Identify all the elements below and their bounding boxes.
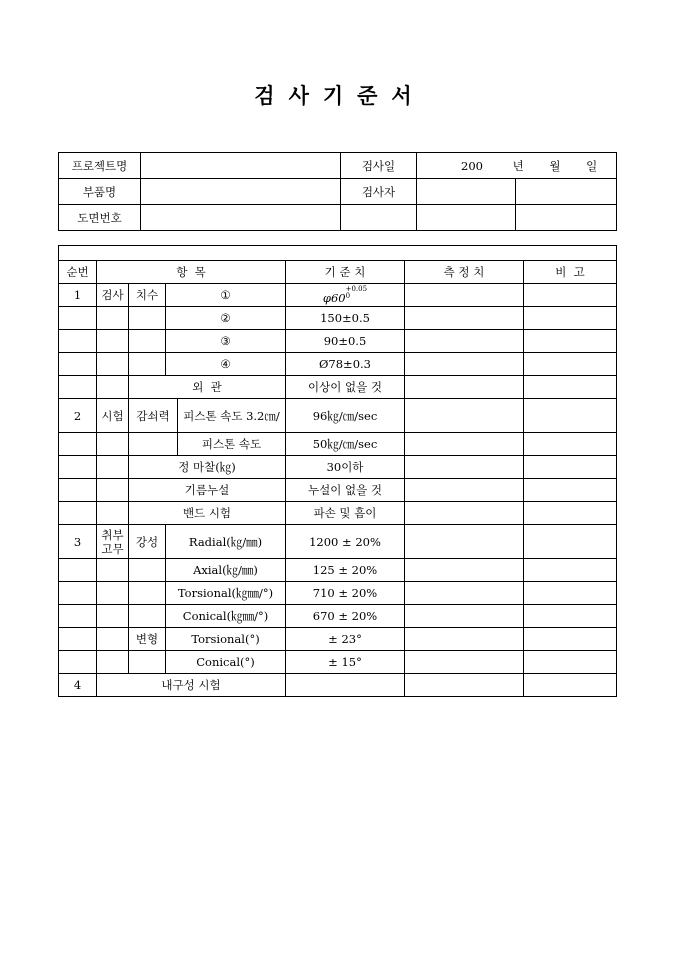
conical-deform-standard: ± 15°: [286, 651, 405, 674]
date-month-unit: 월: [549, 158, 561, 173]
remark-cell[interactable]: [524, 353, 617, 376]
inspection-spec-table: [58, 245, 617, 697]
friction-standard: 30이하: [286, 456, 405, 479]
drawing-extra-2[interactable]: [417, 205, 516, 231]
row-subcategory: 감쇠력: [129, 399, 178, 433]
durability-standard[interactable]: [286, 674, 405, 697]
table-row: [59, 376, 617, 399]
measured-cell[interactable]: [405, 399, 524, 433]
radial-standard: 1200 ± 20%: [286, 525, 405, 559]
measured-cell[interactable]: [405, 582, 524, 605]
date-year: 200: [461, 158, 483, 173]
measured-cell[interactable]: [405, 651, 524, 674]
torsional-deform-standard: ± 23°: [286, 628, 405, 651]
remark-cell[interactable]: [524, 284, 617, 307]
conical-standard: 670 ± 20%: [286, 605, 405, 628]
remark-cell[interactable]: [524, 582, 617, 605]
row-subcategory: 치수: [129, 284, 166, 307]
torsional-standard: 710 ± 20%: [286, 582, 405, 605]
remark-cell[interactable]: [524, 502, 617, 525]
part-label: 부품명: [59, 179, 141, 205]
row-no: 3: [59, 525, 97, 559]
table-row: [59, 284, 617, 307]
date-day-unit: 일: [586, 158, 598, 173]
torsional-label: Torsional(㎏㎜/°): [166, 582, 286, 605]
project-label: 프로젝트명: [59, 153, 141, 179]
table-row: [59, 628, 617, 651]
table-row: [59, 307, 617, 330]
measured-cell[interactable]: [405, 376, 524, 399]
col-measured: 측 정 치: [405, 261, 524, 284]
measured-cell[interactable]: [405, 605, 524, 628]
table-row: [59, 479, 617, 502]
row-category: 시험: [97, 399, 129, 433]
measured-cell[interactable]: [405, 433, 524, 456]
row-subcategory: 변형: [129, 628, 166, 651]
measured-cell[interactable]: [405, 307, 524, 330]
conical-deform-label: Conical(°): [166, 651, 286, 674]
remark-cell[interactable]: [524, 605, 617, 628]
measured-cell[interactable]: [405, 502, 524, 525]
measured-cell[interactable]: [405, 479, 524, 502]
oil-leak-label: 기름누설: [129, 479, 286, 502]
friction-label: 정 마찰(㎏): [129, 456, 286, 479]
table-row: [59, 525, 617, 559]
part-value[interactable]: [141, 179, 341, 205]
torsional-deform-label: Torsional(°): [166, 628, 286, 651]
row-category: 취부고무: [97, 525, 129, 559]
measured-cell[interactable]: [405, 353, 524, 376]
date-year-unit: 년: [512, 158, 524, 173]
bend-test-standard: 파손 및 흠이: [286, 502, 405, 525]
measured-cell[interactable]: [405, 456, 524, 479]
remark-cell[interactable]: [524, 479, 617, 502]
inspector-label: 검사자: [341, 179, 417, 205]
remark-cell[interactable]: [524, 525, 617, 559]
remark-cell[interactable]: [524, 307, 617, 330]
table-row: [59, 674, 617, 697]
dim1-tol-lower: 0: [345, 291, 351, 300]
document-title: 검사기준서: [254, 83, 426, 108]
table-row: [59, 353, 617, 376]
measured-cell[interactable]: [405, 559, 524, 582]
drawing-extra-3[interactable]: [516, 205, 617, 231]
table-row: [59, 605, 617, 628]
axial-standard: 125 ± 20%: [286, 559, 405, 582]
durability-label: 내구성 시험: [97, 674, 286, 697]
remark-cell[interactable]: [524, 376, 617, 399]
dim2-standard: 150±0.5: [286, 307, 405, 330]
inspector-value-1[interactable]: [417, 179, 516, 205]
dim1-tol-upper: +0.05: [345, 284, 368, 293]
appearance-standard: 이상이 없을 것: [286, 376, 405, 399]
dim-mark: ①: [166, 284, 286, 307]
inspector-value-2[interactable]: [516, 179, 617, 205]
measured-cell[interactable]: [405, 628, 524, 651]
row-no: 4: [59, 674, 97, 697]
radial-label: Radial(㎏/㎜): [166, 525, 286, 559]
drawing-extra-1[interactable]: [341, 205, 417, 231]
measured-cell[interactable]: [405, 674, 524, 697]
remark-cell[interactable]: [524, 433, 617, 456]
measured-cell[interactable]: [405, 284, 524, 307]
drawing-label: 도면번호: [59, 205, 141, 231]
dim3-standard: 90±0.5: [286, 330, 405, 353]
measured-cell[interactable]: [405, 330, 524, 353]
measured-cell[interactable]: [405, 525, 524, 559]
row-category: 검사: [97, 284, 129, 307]
col-no: 순번: [59, 261, 97, 284]
row-subcategory: 강성: [129, 525, 166, 559]
appearance-label: 외 관: [129, 376, 286, 399]
dim-mark: ④: [166, 353, 286, 376]
table-row: [59, 502, 617, 525]
table-row: [59, 399, 617, 433]
conical-label: Conical(㎏㎜/°): [166, 605, 286, 628]
remark-cell[interactable]: [524, 559, 617, 582]
table-row: [59, 559, 617, 582]
table-row: [59, 433, 617, 456]
dim1-standard: [286, 284, 405, 307]
remark-cell[interactable]: [524, 628, 617, 651]
dim1-value: φ60: [322, 290, 346, 305]
inspect-date-label: 검사일: [341, 153, 417, 179]
table-row: [59, 582, 617, 605]
table-row: [59, 330, 617, 353]
inspect-date-value[interactable]: [417, 153, 617, 179]
remark-cell[interactable]: [524, 674, 617, 697]
header-table: [58, 152, 617, 231]
piston-speed-1-standard: 96㎏/㎝/sec: [286, 399, 405, 433]
piston-speed-2-label: 피스톤 속도: [178, 433, 286, 456]
piston-speed-2-standard: 50㎏/㎝/sec: [286, 433, 405, 456]
remark-cell[interactable]: [524, 330, 617, 353]
spacer-row: [59, 246, 617, 261]
project-value[interactable]: [141, 153, 341, 179]
oil-leak-standard: 누설이 없을 것: [286, 479, 405, 502]
row-no: 1: [59, 284, 97, 307]
table-row: [59, 456, 617, 479]
bend-test-label: 밴드 시험: [129, 502, 286, 525]
dim-mark: ②: [166, 307, 286, 330]
remark-cell[interactable]: [524, 651, 617, 674]
remark-cell[interactable]: [524, 399, 617, 433]
col-standard: 기 준 치: [286, 261, 405, 284]
col-item: 항 목: [97, 261, 286, 284]
dim4-standard: Ø78±0.3: [286, 353, 405, 376]
row-no: 2: [59, 399, 97, 433]
remark-cell[interactable]: [524, 456, 617, 479]
axial-label: Axial(㎏/㎜): [166, 559, 286, 582]
dim-mark: ③: [166, 330, 286, 353]
table-row: [59, 651, 617, 674]
col-remark: 비 고: [524, 261, 617, 284]
piston-speed-1-label: 피스톤 속도 3.2㎝/: [178, 399, 286, 433]
drawing-value[interactable]: [141, 205, 341, 231]
column-header-row: [59, 261, 617, 284]
